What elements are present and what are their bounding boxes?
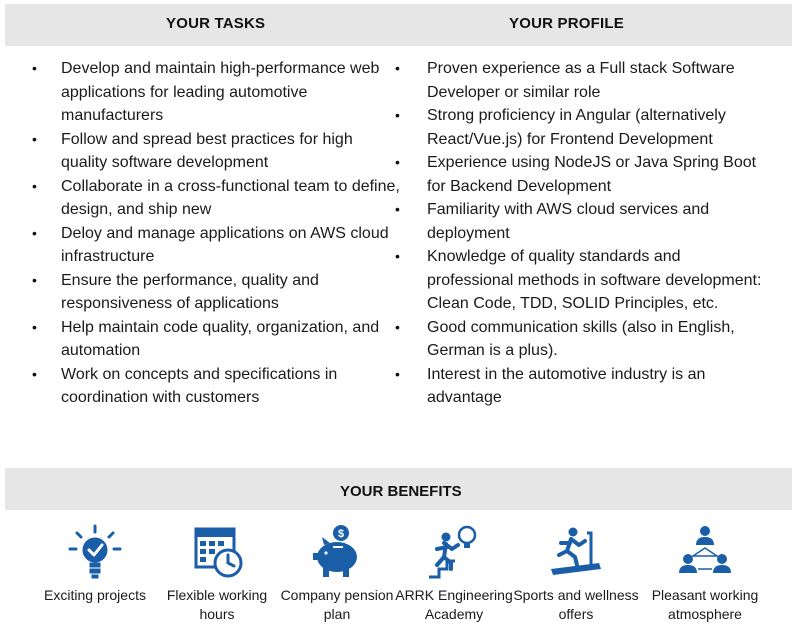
svg-text:$: $: [337, 528, 345, 540]
list-item: • Knowledge of quality standards and professional methods in software development: Clean Code, TDD, SOLID Principles, etc.: [427, 245, 767, 316]
list-item: • Experience using NodeJS or Java Spring Boot for Backend Development: [427, 151, 767, 198]
tasks-heading: YOUR TASKS: [166, 15, 266, 32]
benefit-label: Company pension plan: [280, 587, 394, 622]
list-item: • Develop and maintain high-performance web applications for leading automotive manufacturers: [61, 57, 401, 128]
benefit-sports: [511, 523, 641, 624]
piggy-bank-icon: [308, 523, 366, 581]
list-item: • Proven experience as a Full stack Software Developer or similar role: [427, 57, 767, 104]
section-header-bar: [5, 4, 792, 46]
benefit-flexible-hours: [152, 523, 282, 624]
benefit-atmosphere: [640, 523, 770, 624]
list-item: • Deloy and manage applications on AWS cloud infrastructure: [61, 222, 401, 269]
benefit-label: Sports and wellness offers: [513, 587, 639, 622]
list-item: • Ensure the performance, quality and responsiveness of applications: [61, 269, 401, 316]
profile-list: [427, 57, 767, 410]
benefit-pension-plan: [272, 523, 402, 624]
profile-heading: YOUR PROFILE: [509, 15, 624, 32]
benefit-label: Flexible working hours: [166, 587, 268, 622]
benefit-label: ARRK Engineering Academy: [395, 587, 513, 622]
list-item: • Familiarity with AWS cloud services and deployment: [427, 198, 767, 245]
list-item: • Interest in the automotive industry is an advantage: [427, 363, 767, 410]
treadmill-icon: [547, 523, 605, 581]
benefit-label: Exciting projects: [44, 587, 146, 603]
list-item: • Help maintain code quality, organization, and automation: [61, 316, 401, 363]
climbing-idea-icon: [425, 523, 483, 581]
tasks-list: [61, 57, 401, 410]
benefit-exciting-projects: [30, 523, 160, 605]
list-item: • Strong proficiency in Angular (alternatively React/Vue.js) for Frontend Development: [427, 104, 767, 151]
benefit-academy: [389, 523, 519, 624]
team-network-icon: [676, 523, 734, 581]
list-item: • Work on concepts and specifications in coordination with customers: [61, 363, 401, 410]
benefit-label: Pleasant working atmosphere: [651, 587, 759, 622]
benefits-heading: YOUR BENEFITS: [340, 483, 462, 500]
list-item: • Follow and spread best practices for high quality software development: [61, 128, 401, 175]
calendar-clock-icon: [188, 523, 246, 581]
lightbulb-check-icon: [66, 523, 124, 581]
list-item: • Collaborate in a cross-functional team to define, design, and ship new: [61, 175, 401, 222]
list-item: • Good communication skills (also in English, German is a plus).: [427, 316, 767, 363]
